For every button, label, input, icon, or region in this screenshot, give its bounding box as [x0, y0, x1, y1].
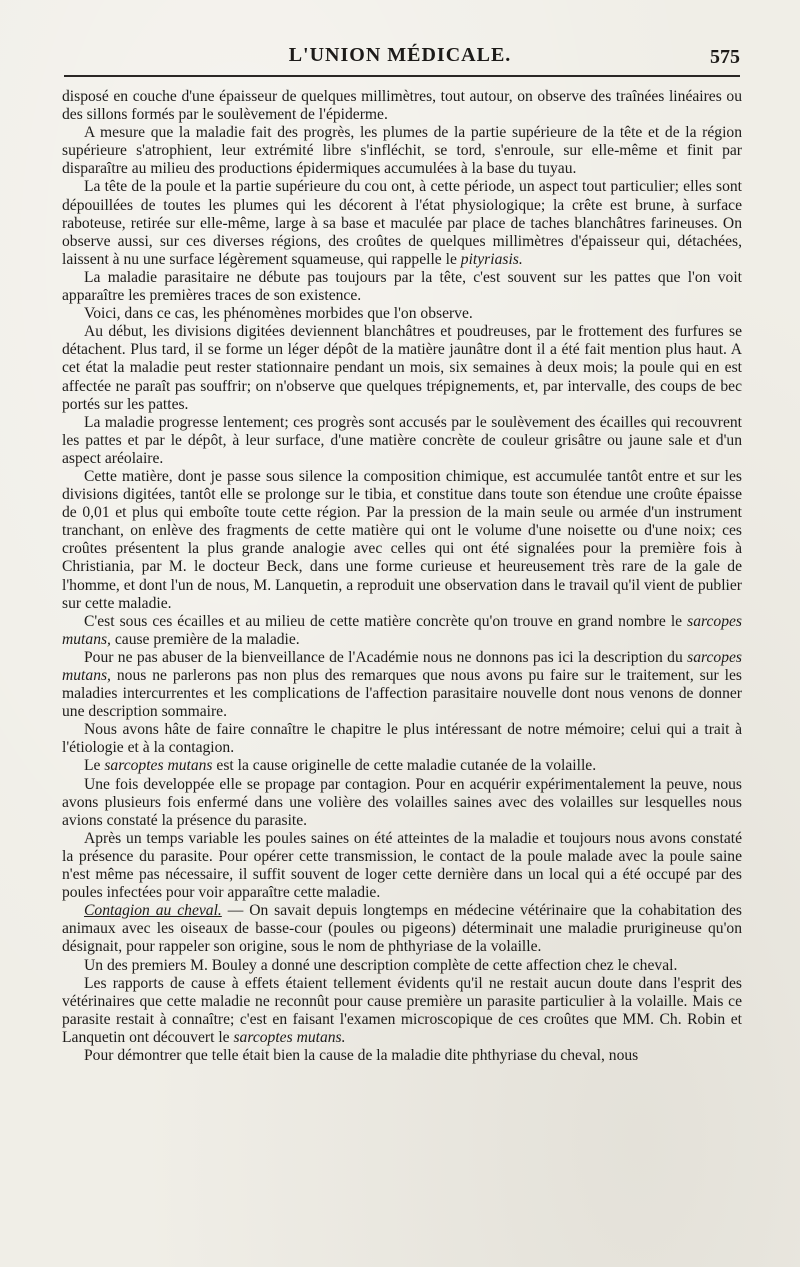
- article-body: [62, 88, 742, 1065]
- paragraph-text: Nous avons hâte de faire connaître le chapitre le plus intéressant de notre mémoire; celui qui a trait à l'étiologie et à la contagion.: [62, 721, 742, 757]
- paragraph: [62, 957, 742, 975]
- italic-term: sarcoptes mutans: [104, 757, 213, 775]
- paragraph-text: Pour démontrer que telle était bien la cause de la maladie dite phthyriase du cheval, nous: [84, 1046, 639, 1064]
- paragraph-text-continued: nous ne parlerons pas non plus des remarques que nous avons pu faire sur le traitement, sur les maladies intercurrentes et les complications de l'affection parasitaire nouvelle dont nous venons de donner une description sommaire.: [62, 667, 742, 721]
- italic-term: sarcopes mutans,: [62, 612, 742, 648]
- paragraph-text: La tête de la poule et la partie supérieure du cou ont, à cette période, un aspect tout particulier; elles sont dépouillées de toutes les plumes qui les décorent à l'état physiologique; la crête est brune, à surface raboteuse, retirée sur elle-même, large à sa base et maculée par place de taches blanchâtres farineuses. On observe aussi, sur ces diverses régions, des croûtes de quelques millimètres d'épaisseur qui, détachées, laissent à nu une surface légèrement squameuse, qui rappelle le: [62, 178, 742, 268]
- paragraph: [62, 902, 742, 956]
- section-lead-label: Contagion au cheval.: [84, 902, 222, 920]
- paragraph: [62, 88, 742, 124]
- paragraph: [62, 269, 742, 305]
- paragraph-text: C'est sous ces écailles et au milieu de cette matière concrète qu'on trouve en grand nombre le: [84, 612, 688, 630]
- paragraph-text-continued: est la cause originelle de cette maladie cutanée de la volaille.: [212, 757, 597, 775]
- italic-term: sarcoptes mutans.: [233, 1028, 346, 1046]
- paragraph: [62, 975, 742, 1047]
- paragraph: [62, 1047, 742, 1065]
- paragraph-text: A mesure que la maladie fait des progrès, les plumes de la partie supérieure de la tête et de la région supérieure s'atrophient, leur extrémité libre s'infléchit, se tord, s'enroule, sur elle-même et finit par disparaître au milieu des productions épidermiques accumulées à la base du tuyau.: [62, 124, 742, 178]
- running-header: [60, 44, 740, 72]
- header-rule: [64, 75, 740, 77]
- paragraph: [62, 468, 742, 613]
- paragraph: [62, 124, 742, 178]
- paragraph: [62, 305, 742, 323]
- paragraph-text: Cette matière, dont je passe sous silence la composition chimique, est accumulée tantôt entre et sur les divisions digitées, tantôt elle se prolonge sur le tibia, et constitue dans toute son étendue une croûte épaisse de 0,01 et plus qui emboîte toute cette région. Par la pression de la main seule ou armée d'un instrument tranchant, on enlève des fragments de cette matière qui ont le volume d'une noisette ou d'une noix; ces croûtes présentent la plus grande analogie avec celles qui ont été signalées pour la première fois à Christiania, par M. le docteur Beck, dans une forme curieuse et heureusement très rare de la gale de l'homme, et dont l'un de nous, M. Lanquetin, a reproduit une observation dans le travail qu'il vient de publier sur cette maladie.: [62, 467, 742, 612]
- paragraph: [62, 178, 742, 268]
- paragraph-text: Les rapports de cause à effets étaient tellement évidents qu'il ne restait aucun doute dans l'esprit des vétérinaires que cette maladie ne reconnût pour cause première un parasite particulier à la volaille. Mais ce parasite restait à connaître; c'est en faisant l'examen microscopique de ces croûtes que MM. Ch. Robin et Lanquetin ont découvert le: [62, 974, 742, 1046]
- paragraph: [62, 721, 742, 757]
- paragraph-text: Une fois developpée elle se propage par contagion. Pour en acquérir expérimentalement la peuve, nous avons plusieurs fois enfermé dans une volière des volailles saines avec des volailles sur lesquelles nous avions constaté la présence du parasite.: [62, 775, 742, 829]
- paragraph: [62, 830, 742, 902]
- paragraph-text: Le: [84, 757, 105, 775]
- italic-term: pityriasis.: [460, 250, 523, 268]
- paragraph: [62, 776, 742, 830]
- paragraph-text: disposé en couche d'une épaisseur de quelques millimètres, tout autour, on observe des traînées linéaires ou des sillons formés par le soulèvement de l'épiderme.: [62, 88, 742, 124]
- paragraph: [62, 414, 742, 468]
- paragraph-text: Après un temps variable les poules saines on été atteintes de la maladie et toujours nous avons constaté la présence du parasite. Pour opérer cette transmission, le contact de la poule malade avec la poule saine n'est même pas nécessaire, il suffit souvent de loger cette dernière dans un local qui a été occupé par des poules infectées pour voir apparaître cette maladie.: [62, 829, 742, 902]
- paragraph-text: — On savait depuis longtemps en médecine vétérinaire que la cohabitation des animaux avec les oiseaux de basse-cour (poules ou pigeons) déterminait une maladie prurigineuse qu'on désignait, pour rappeler son origine, sous le nom de phthyriase de la volaille.: [62, 902, 743, 956]
- paragraph-text: Au début, les divisions digitées deviennent blanchâtres et poudreuses, par le frottement des furfures se détachent. Plus tard, il se forme un léger dépôt de la matière jaunâtre dont il a été fait mention plus haut. A cet état la maladie peut rester stationnaire pendant un mois, six semaines à deux mois; la poule qui en est affectée ne paraît pas souffrir; on n'observe que quelques trépignements, et, par intervalle, des coups de bec portés sur les pattes.: [62, 323, 742, 413]
- journal-title: L'UNION MÉDICALE.: [288, 44, 512, 66]
- paragraph: [62, 613, 742, 649]
- paragraph: [62, 323, 742, 413]
- paragraph-text: Un des premiers M. Bouley a donné une description complète de cette affection chez le cheval.: [84, 956, 678, 974]
- paragraph-text: Pour ne pas abuser de la bienveillance de l'Académie nous ne donnons pas ici la description du: [84, 648, 688, 666]
- paragraph-text-continued: cause première de la maladie.: [110, 630, 300, 648]
- page-number: 575: [710, 46, 740, 68]
- paragraph: [62, 649, 742, 721]
- paragraph-text: Voici, dans ce cas, les phénomènes morbides que l'on observe.: [84, 305, 473, 323]
- italic-term: sarcopes mutans,: [62, 648, 742, 684]
- paragraph-text: La maladie parasitaire ne débute pas toujours par la tête, c'est souvent sur les pattes que l'on voit apparaître les premières traces de son existence.: [62, 268, 742, 305]
- paragraph-text: La maladie progresse lentement; ces progrès sont accusés par le soulèvement des écailles qui recouvrent les pattes et par le dépôt, à leur surface, d'une matière concrète de couleur grisâtre ou jaune sale et d'un aspect aréolaire.: [62, 413, 742, 467]
- paragraph: [62, 757, 742, 775]
